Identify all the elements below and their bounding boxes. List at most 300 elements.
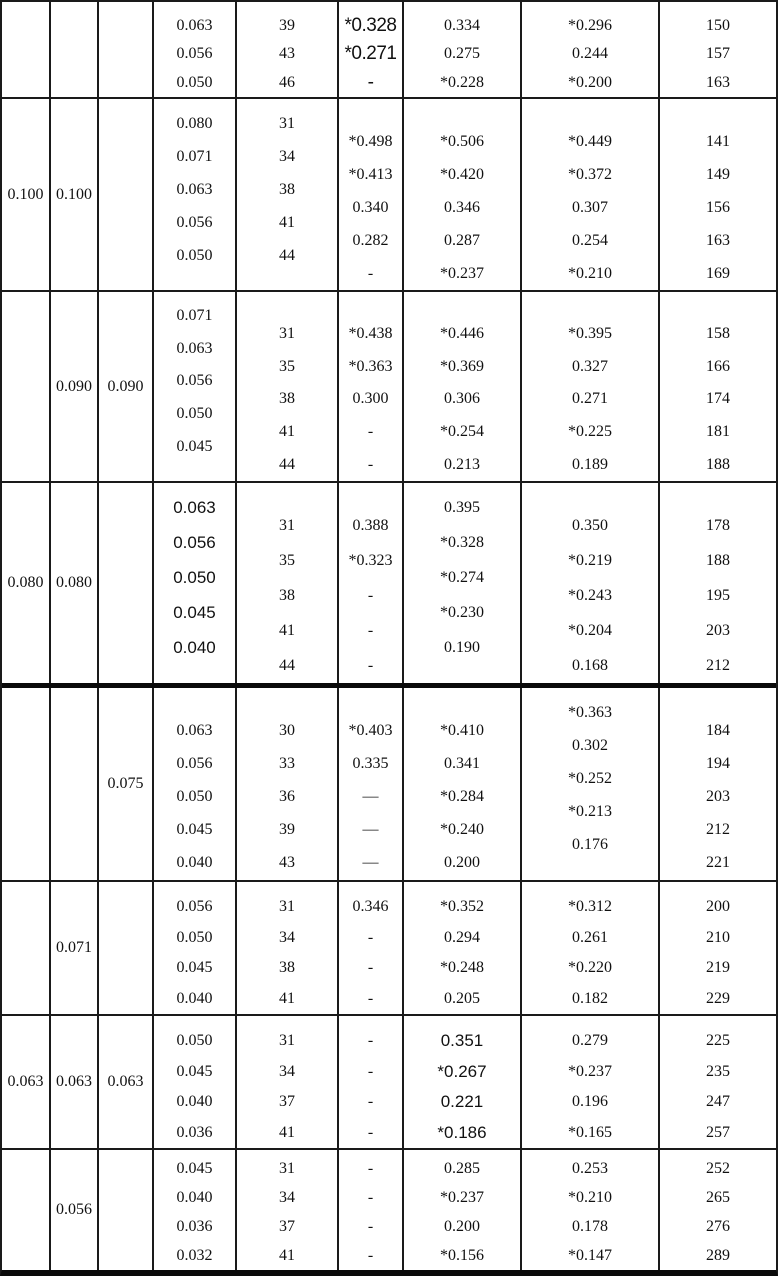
cell-lines xyxy=(154,1016,235,1148)
cell-value: 0.244 xyxy=(572,45,608,63)
cell-value: 0.196 xyxy=(572,1093,608,1111)
block5-col2-cell xyxy=(51,688,99,880)
cell-value: 41 xyxy=(279,213,295,231)
cell-value: 41 xyxy=(279,1123,295,1141)
cell-value: 0.056 xyxy=(176,754,213,772)
cell-value: *0.210 xyxy=(568,1188,612,1206)
cell-value: 0.279 xyxy=(572,1032,608,1050)
cell-value: 34 xyxy=(279,928,295,946)
block7-col9-cell xyxy=(660,1016,776,1148)
cell-value: 157 xyxy=(706,45,730,63)
cell-value: - xyxy=(367,1217,374,1235)
block8-col7-cell xyxy=(404,1150,522,1270)
cell-lines xyxy=(339,1150,402,1270)
block8-col5-cell xyxy=(237,1150,339,1270)
cell-value: 0.050 xyxy=(173,567,216,587)
cell-value: *0.271 xyxy=(344,43,397,65)
block2-col7-cell xyxy=(404,99,522,290)
cell-value: - xyxy=(367,264,374,282)
cell-lines xyxy=(522,882,658,1014)
block8-col8-cell xyxy=(522,1150,660,1270)
cell-value: 0.221 xyxy=(440,1092,484,1112)
cell-value: 0.050 xyxy=(176,73,213,91)
cell-value: 212 xyxy=(706,656,730,674)
cell-value: 0.306 xyxy=(444,390,480,408)
cell-value: *0.498 xyxy=(348,132,393,150)
block2-col1-cell xyxy=(2,99,51,290)
row-group-2 xyxy=(2,97,776,290)
cell-value: *0.220 xyxy=(568,959,612,977)
cell-lines xyxy=(522,1016,658,1148)
cell-value: *0.156 xyxy=(440,1246,484,1264)
cell-value: *0.352 xyxy=(440,898,484,916)
cell-value: 0.056 xyxy=(176,213,213,231)
cell-value: 0.050 xyxy=(176,787,213,805)
cell-value: 0.253 xyxy=(572,1159,608,1177)
cell-value: *0.248 xyxy=(440,959,484,977)
block2-col6-cell xyxy=(339,99,404,290)
cell-lines xyxy=(154,688,235,880)
block7-col7-cell xyxy=(404,1016,522,1148)
cell-value: 0.040 xyxy=(176,989,213,1007)
cell-lines xyxy=(660,1016,776,1148)
cell-value: 141 xyxy=(706,132,730,150)
block3-col9-cell xyxy=(660,292,776,481)
cell-value: 0.100 xyxy=(7,185,44,203)
block4-col4-cell xyxy=(154,483,237,683)
cell-value: 0.056 xyxy=(176,45,213,63)
cell-value: - xyxy=(367,1188,374,1206)
block3-col8-cell xyxy=(522,292,660,481)
cell-value: *0.213 xyxy=(568,803,612,821)
row-group-4 xyxy=(2,481,776,683)
cell-value: 0.307 xyxy=(572,198,608,216)
cell-value: 203 xyxy=(706,621,730,639)
cell-value: 0.045 xyxy=(176,959,213,977)
cell-value: 0.335 xyxy=(352,754,389,772)
cell-value: — xyxy=(362,854,379,872)
block1-col9-cell xyxy=(660,2,776,97)
row-group-3 xyxy=(2,290,776,481)
block3-col5-cell xyxy=(237,292,339,481)
cell-value: 0.050 xyxy=(176,246,213,264)
cell-value: 41 xyxy=(279,621,295,639)
cell-value: *0.323 xyxy=(348,552,393,570)
block7-col4-cell xyxy=(154,1016,237,1148)
cell-value: 31 xyxy=(279,114,295,132)
row-group-1 xyxy=(2,2,776,97)
cell-value: - xyxy=(367,1032,374,1050)
cell-value: 225 xyxy=(706,1032,730,1050)
cell-value: 0.056 xyxy=(173,533,216,553)
cell-lines xyxy=(660,688,776,880)
cell-value: 35 xyxy=(279,552,295,570)
cell-value: 0.050 xyxy=(176,1032,213,1050)
cell-value: 0.080 xyxy=(7,574,44,591)
cell-value: 0.302 xyxy=(572,736,608,754)
cell-value: 34 xyxy=(279,147,295,165)
cell-lines xyxy=(339,2,402,97)
cell-value: 0.341 xyxy=(444,754,480,772)
cell-value: 0.205 xyxy=(444,989,480,1007)
cell-value: *0.165 xyxy=(568,1123,612,1141)
cell-value: 188 xyxy=(706,455,730,473)
cell-value: - xyxy=(367,1246,374,1264)
cell-value: 0.395 xyxy=(444,499,480,517)
cell-value: 0.340 xyxy=(352,198,389,216)
row-group-8 xyxy=(2,1148,776,1270)
cell-value: *0.219 xyxy=(568,552,612,570)
block1-col1-cell xyxy=(2,2,51,97)
cell-value: 0.063 xyxy=(176,17,213,35)
cell-value: - xyxy=(367,423,374,441)
cell-value: 0.071 xyxy=(176,307,213,325)
block6-col4-cell xyxy=(154,882,237,1014)
cell-lines xyxy=(154,1150,235,1270)
cell-value: 0.200 xyxy=(444,854,480,872)
cell-lines xyxy=(660,882,776,1014)
cell-value: *0.240 xyxy=(440,821,484,839)
block5-col9-cell xyxy=(660,688,776,880)
cell-lines xyxy=(404,688,520,880)
block1-col4-cell xyxy=(154,2,237,97)
cell-value: 247 xyxy=(706,1093,730,1111)
cell-value: 0.045 xyxy=(176,1062,213,1080)
cell-value: 0.254 xyxy=(572,231,608,249)
block5-col3-cell xyxy=(99,688,154,880)
cell-value: 46 xyxy=(279,73,295,91)
block5-col5-cell xyxy=(237,688,339,880)
cell-value: 0.275 xyxy=(444,45,480,63)
cell-lines xyxy=(404,1150,520,1270)
block4-col2-cell xyxy=(51,483,99,683)
cell-lines xyxy=(237,882,337,1014)
cell-value: 174 xyxy=(706,390,730,408)
cell-value: 38 xyxy=(279,959,295,977)
cell-lines xyxy=(660,1150,776,1270)
block6-col8-cell xyxy=(522,882,660,1014)
cell-value: 181 xyxy=(706,423,730,441)
cell-value: 0.050 xyxy=(176,405,213,423)
cell-value: 200 xyxy=(706,898,730,916)
block1-col6-cell xyxy=(339,2,404,97)
cell-lines xyxy=(237,483,337,683)
cell-value: 34 xyxy=(279,1188,295,1206)
block6-col9-cell xyxy=(660,882,776,1014)
cell-value: 0.090 xyxy=(56,377,92,395)
cell-lines xyxy=(237,2,337,97)
cell-value: 150 xyxy=(706,17,730,35)
cell-value: 0.056 xyxy=(176,372,213,390)
block4-col9-cell xyxy=(660,483,776,683)
cell-value: 0.063 xyxy=(56,1073,92,1090)
cell-value: 0.200 xyxy=(444,1217,480,1235)
cell-lines xyxy=(522,1150,658,1270)
cell-lines xyxy=(404,99,520,290)
block2-col3-cell xyxy=(99,99,154,290)
cell-value: 31 xyxy=(279,898,295,916)
cell-value: 0.388 xyxy=(352,517,389,535)
cell-value: 0.282 xyxy=(352,231,389,249)
cell-value: *0.328 xyxy=(440,534,484,552)
cell-value: 0.063 xyxy=(107,1073,144,1090)
block1-col8-cell xyxy=(522,2,660,97)
block6-col3-cell xyxy=(99,882,154,1014)
block4-col3-cell xyxy=(99,483,154,683)
cell-lines xyxy=(522,292,658,481)
cell-value: 0.045 xyxy=(176,437,213,455)
cell-value: *0.438 xyxy=(348,325,393,343)
cell-value: *0.237 xyxy=(440,1188,484,1206)
block5-col4-cell xyxy=(154,688,237,880)
cell-value: *0.506 xyxy=(440,132,484,150)
cell-value: *0.200 xyxy=(568,73,612,91)
cell-value: 149 xyxy=(706,165,730,183)
cell-value: 41 xyxy=(279,989,295,1007)
cell-value: 0.080 xyxy=(176,114,213,132)
cell-value: 44 xyxy=(279,246,295,264)
cell-value: *0.372 xyxy=(568,165,612,183)
block8-col3-cell xyxy=(99,1150,154,1270)
block3-col6-cell xyxy=(339,292,404,481)
block8-col9-cell xyxy=(660,1150,776,1270)
cell-lines xyxy=(237,1016,337,1148)
cell-value: *0.237 xyxy=(568,1062,612,1080)
cell-value: *0.328 xyxy=(344,15,397,37)
cell-value: 0.056 xyxy=(56,1201,92,1218)
block1-col7-cell xyxy=(404,2,522,97)
cell-lines xyxy=(154,882,235,1014)
cell-value: 39 xyxy=(279,821,295,839)
cell-value: 38 xyxy=(279,390,295,408)
block6-col5-cell xyxy=(237,882,339,1014)
block2-col8-cell xyxy=(522,99,660,290)
block5-col8-cell xyxy=(522,688,660,880)
cell-value: - xyxy=(367,1159,374,1177)
cell-value: 0.071 xyxy=(56,939,92,956)
cell-lines xyxy=(404,1016,520,1148)
cell-value: 257 xyxy=(706,1123,730,1141)
cell-lines xyxy=(154,292,235,481)
cell-value: *0.395 xyxy=(568,325,612,343)
block1-col3-cell xyxy=(99,2,154,97)
cell-value: 229 xyxy=(706,989,730,1007)
cell-value: 41 xyxy=(279,423,295,441)
cell-value: 37 xyxy=(279,1093,295,1111)
block3-col3-cell xyxy=(99,292,154,481)
cell-value: *0.210 xyxy=(568,264,612,282)
block3-col1-cell xyxy=(2,292,51,481)
cell-value: 163 xyxy=(706,73,730,91)
block5-col7-cell xyxy=(404,688,522,880)
cell-value: 0.045 xyxy=(176,1159,213,1177)
cell-value: 0.050 xyxy=(176,928,213,946)
cell-value: *0.363 xyxy=(348,357,393,375)
cell-value: 31 xyxy=(279,1159,295,1177)
cell-lines xyxy=(339,292,402,481)
cell-value: *0.237 xyxy=(440,264,484,282)
cell-lines xyxy=(339,882,402,1014)
cell-value: 0.040 xyxy=(176,854,213,872)
cell-value: 0.334 xyxy=(444,17,480,35)
cell-value: - xyxy=(367,989,374,1007)
cell-value: 184 xyxy=(706,721,730,739)
cell-value: 166 xyxy=(706,357,730,375)
cell-value: 0.075 xyxy=(107,775,144,792)
cell-value: 0.287 xyxy=(444,231,480,249)
cell-value: 41 xyxy=(279,1246,295,1264)
cell-value: 0.271 xyxy=(572,390,608,408)
cell-lines xyxy=(154,483,235,683)
block6-col1-cell xyxy=(2,882,51,1014)
cell-value: 0.350 xyxy=(572,517,608,535)
cell-value: 0.040 xyxy=(176,1188,213,1206)
cell-value: - xyxy=(367,71,374,93)
cell-value: 0.346 xyxy=(352,898,389,916)
cell-value: 188 xyxy=(706,552,730,570)
cell-value: 0.045 xyxy=(176,821,213,839)
cell-value: 221 xyxy=(706,854,730,872)
cell-value: *0.369 xyxy=(440,357,484,375)
cell-value: *0.186 xyxy=(437,1122,487,1142)
cell-value: 37 xyxy=(279,1217,295,1235)
cell-value: - xyxy=(367,1062,374,1080)
block3-col4-cell xyxy=(154,292,237,481)
cell-value: 43 xyxy=(279,45,295,63)
cell-lines xyxy=(237,1150,337,1270)
cell-value: *0.446 xyxy=(440,325,484,343)
cell-lines xyxy=(522,99,658,290)
block8-col4-cell xyxy=(154,1150,237,1270)
cell-value: 0.351 xyxy=(440,1031,484,1051)
cell-value: 31 xyxy=(279,1032,295,1050)
cell-value: 0.300 xyxy=(352,390,389,408)
cell-value: - xyxy=(367,455,374,473)
cell-value: 0.080 xyxy=(56,574,92,591)
cell-value: - xyxy=(367,1123,374,1141)
cell-value: *0.363 xyxy=(568,703,612,721)
cell-value: *0.243 xyxy=(568,586,612,604)
cell-lines xyxy=(522,483,658,683)
block1-col5-cell xyxy=(237,2,339,97)
cell-value: 38 xyxy=(279,586,295,604)
block4-col1-cell xyxy=(2,483,51,683)
block6-col6-cell xyxy=(339,882,404,1014)
cell-lines xyxy=(404,292,520,481)
cell-value: 0.071 xyxy=(176,147,213,165)
row-group-7 xyxy=(2,1014,776,1148)
block8-col1-cell xyxy=(2,1150,51,1270)
cell-value: 0.100 xyxy=(56,185,92,203)
cell-value: - xyxy=(367,586,374,604)
cell-value: - xyxy=(367,1093,374,1111)
cell-lines xyxy=(660,292,776,481)
cell-lines xyxy=(660,99,776,290)
cell-value: 0.063 xyxy=(176,180,213,198)
cell-value: - xyxy=(367,621,374,639)
cell-value: *0.413 xyxy=(348,165,393,183)
cell-value: 36 xyxy=(279,787,295,805)
cell-value: 195 xyxy=(706,586,730,604)
cell-value: *0.296 xyxy=(568,17,612,35)
row-group-6 xyxy=(2,880,776,1014)
cell-value: 0.261 xyxy=(572,928,608,946)
cell-value: *0.420 xyxy=(440,165,484,183)
cell-value: 203 xyxy=(706,787,730,805)
block7-col3-cell xyxy=(99,1016,154,1148)
cell-value: *0.252 xyxy=(568,769,612,787)
cell-value: *0.254 xyxy=(440,423,484,441)
cell-value: 163 xyxy=(706,231,730,249)
cell-lines xyxy=(522,2,658,97)
cell-value: 30 xyxy=(279,721,295,739)
cell-value: 44 xyxy=(279,455,295,473)
cell-value: 43 xyxy=(279,854,295,872)
cell-value: 0.327 xyxy=(572,357,608,375)
block7-col6-cell xyxy=(339,1016,404,1148)
cell-value: - xyxy=(367,959,374,977)
cell-lines xyxy=(154,99,235,290)
block4-col8-cell xyxy=(522,483,660,683)
block3-col7-cell xyxy=(404,292,522,481)
cell-value: *0.225 xyxy=(568,423,612,441)
cell-lines xyxy=(404,2,520,97)
cell-value: 0.090 xyxy=(107,377,144,395)
cell-lines xyxy=(339,1016,402,1148)
cell-value: *0.147 xyxy=(568,1246,612,1264)
cell-value: 0.190 xyxy=(444,638,480,656)
cell-value: 33 xyxy=(279,754,295,772)
cell-lines xyxy=(660,483,776,683)
cell-value: 35 xyxy=(279,357,295,375)
cell-value: 0.040 xyxy=(176,1093,213,1111)
cell-value: 0.045 xyxy=(173,602,216,622)
cell-value: 0.294 xyxy=(444,928,480,946)
cell-value: 31 xyxy=(279,517,295,535)
block4-col7-cell xyxy=(404,483,522,683)
cell-value: 0.346 xyxy=(444,198,480,216)
cell-value: 235 xyxy=(706,1062,730,1080)
block5-col6-cell xyxy=(339,688,404,880)
block7-col5-cell xyxy=(237,1016,339,1148)
cell-value: 0.056 xyxy=(176,898,213,916)
block6-col2-cell xyxy=(51,882,99,1014)
cell-value: 169 xyxy=(706,264,730,282)
cell-value: 265 xyxy=(706,1188,730,1206)
cell-value: *0.274 xyxy=(440,568,484,586)
row-group-5 xyxy=(2,683,776,880)
cell-value: 44 xyxy=(279,656,295,674)
cell-value: 0.176 xyxy=(572,836,608,854)
cell-lines xyxy=(237,99,337,290)
block2-col2-cell xyxy=(51,99,99,290)
cell-value: *0.204 xyxy=(568,621,612,639)
cell-value: 38 xyxy=(279,180,295,198)
block8-col6-cell xyxy=(339,1150,404,1270)
cell-value: 0.063 xyxy=(176,721,213,739)
cell-value: — xyxy=(362,787,379,805)
block2-col5-cell xyxy=(237,99,339,290)
cell-value: 0.285 xyxy=(444,1159,480,1177)
cell-value: - xyxy=(367,928,374,946)
block4-col6-cell xyxy=(339,483,404,683)
cell-lines xyxy=(404,882,520,1014)
cell-value: 219 xyxy=(706,959,730,977)
cell-value: 289 xyxy=(706,1246,730,1264)
cell-value: 178 xyxy=(706,517,730,535)
block7-col1-cell xyxy=(2,1016,51,1148)
cell-value: 0.182 xyxy=(572,989,608,1007)
